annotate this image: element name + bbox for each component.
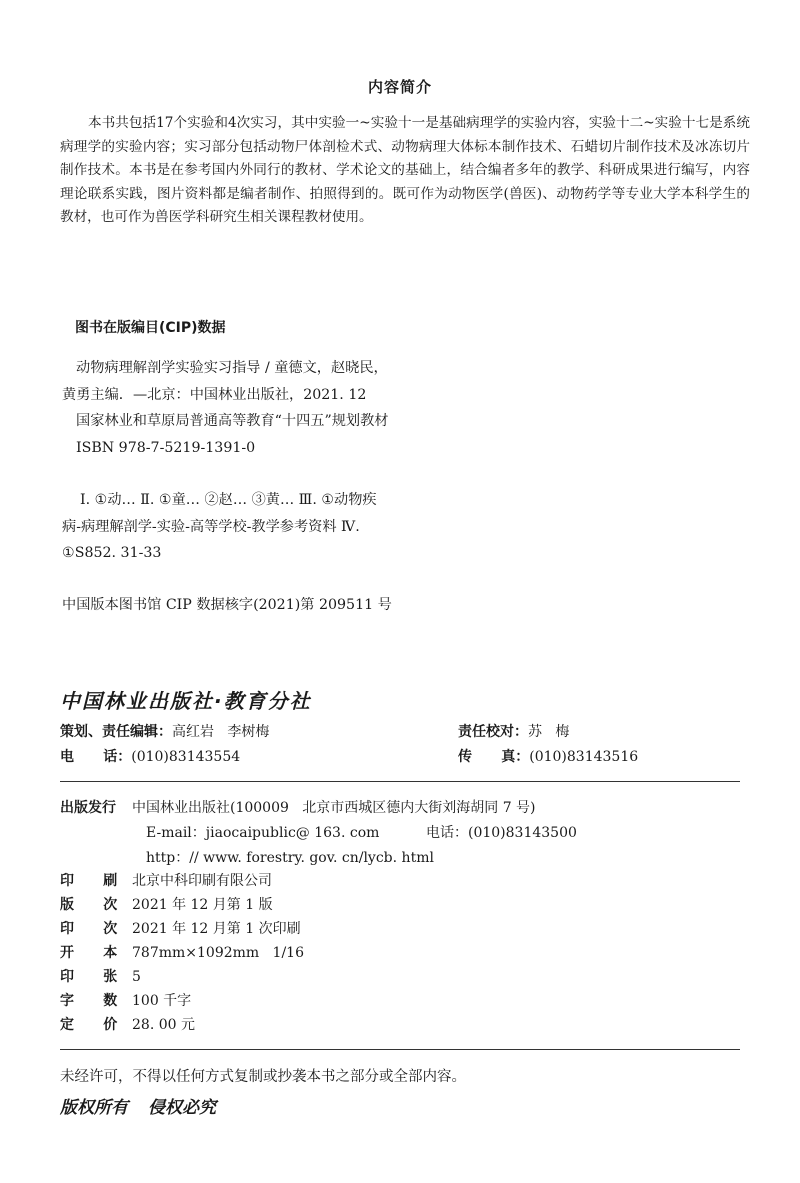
spec-row — [60, 990, 191, 1010]
spec-label: 印 刷 — [60, 873, 118, 889]
cip-line-publisher: 黄勇主编．—北京：中国林业出版社，2021. 12 — [62, 386, 367, 403]
spec-label: 字 数 — [60, 993, 118, 1009]
spec-value: 787mm×1092mm 1/16 — [132, 945, 304, 961]
editors-label: 策划、责任编辑： — [60, 724, 172, 740]
divider — [60, 1049, 740, 1050]
email-row — [146, 822, 379, 842]
distribution-row — [60, 797, 536, 817]
fax-value: (010)83143516 — [529, 749, 639, 765]
spec-label: 印 次 — [60, 921, 118, 937]
cip-line-series: 国家林业和草原局普通高等教育“十四五”规划教材 — [76, 413, 389, 429]
rights-reserved: 版权所有 — [60, 1098, 128, 1118]
spec-label: 开 本 — [60, 945, 118, 961]
spec-row — [60, 942, 304, 962]
cip-class-line: ①S852. 31-33 — [62, 545, 162, 561]
phone-value: (010)83143554 — [131, 749, 241, 765]
spec-label: 版 次 — [60, 897, 118, 913]
intro-body — [60, 112, 750, 230]
editors-value: 高红岩 李树梅 — [172, 724, 270, 740]
url-row — [146, 847, 434, 867]
spec-value: 2021 年 12 月第 1 次印刷 — [132, 921, 301, 937]
intro-title: 内容简介 — [367, 78, 432, 96]
spec-row — [60, 966, 141, 986]
cip-class-line: 病-病理解剖学-实验-高等学校-教学参考资料 Ⅳ. — [62, 518, 360, 535]
cip-line-isbn: ISBN 978-7-5219-1391-0 — [76, 439, 256, 456]
phone-row — [60, 745, 750, 769]
spec-row — [60, 870, 272, 890]
cip-heading: 图书在版编目(CIP)数据 — [75, 320, 226, 336]
spec-row — [60, 894, 273, 914]
spec-value: 5 — [132, 969, 141, 985]
cip-note: 中国版本图书馆 CIP 数据核字(2021)第 209511 号 — [62, 597, 392, 613]
url-value: http：// www. forestry. gov. cn/lycb. html — [146, 850, 434, 866]
intro-paragraph: 本书共包括17个实验和4次实习，其中实验一~实验十一是基础病理学的实验内容，实验十二~实验十七是系统病理学的实验内容；实习部分包括动物尸体剖检术式、动物病理大体标本制作技术、石蜡切片制作技术及冰冻切片制作技术。本书是在参考国内外同行的教材、学术论文的基础上，结合编者多年的教学、科研成果进行编写，内容理论联系实践，图片资料都是编者制作、拍照得到的。既可作为动物医学(兽医)、动物药学等专业大学本科学生的教材，也可作为兽医学科研究生相关课程教材使用。 — [60, 115, 750, 225]
spec-value: 100 千字 — [132, 993, 192, 1009]
distribution-label: 出版发行 — [60, 800, 116, 816]
infringement-warning: 侵权必究 — [148, 1098, 216, 1118]
spec-label: 定 价 — [60, 1017, 118, 1033]
proofreader-value: 苏 梅 — [528, 724, 570, 740]
spec-value: 28. 00 元 — [132, 1017, 195, 1033]
cip-classification — [62, 487, 582, 567]
fax-label: 传 真： — [458, 749, 530, 765]
email-value: E-mail：jiaocaipublic@ 163. com — [146, 825, 380, 841]
divider — [60, 781, 740, 782]
phone-label: 电 话： — [60, 749, 132, 765]
cip-line-title: 动物病理解剖学实验实习指导 / 童德文，赵晓民， — [76, 360, 388, 376]
rights-statement — [60, 1093, 236, 1118]
spec-value: 北京中科印刷有限公司 — [132, 873, 272, 889]
distribution-address: 中国林业出版社(100009 北京市西城区德内大街刘海胡同 7 号) — [132, 800, 536, 816]
editors-row — [60, 720, 750, 744]
copyright-notice: 未经许可，不得以任何方式复制或抄袭本书之部分或全部内容。 — [60, 1069, 466, 1085]
cip-class-line: Ⅰ. ①动… Ⅱ. ①童… ②赵… ③黄… Ⅲ. ①动物疾 — [80, 492, 377, 508]
publisher-name: 中国林业出版社·教育分社 — [60, 689, 312, 713]
tel-value: 电话：(010)83143500 — [426, 825, 577, 841]
proofreader-label: 责任校对： — [458, 724, 528, 740]
spec-label: 印 张 — [60, 969, 118, 985]
tel-row — [426, 822, 577, 842]
spec-value: 2021 年 12 月第 1 版 — [132, 897, 273, 913]
spec-row — [60, 918, 301, 938]
cip-record — [62, 355, 582, 461]
spec-row — [60, 1014, 195, 1034]
